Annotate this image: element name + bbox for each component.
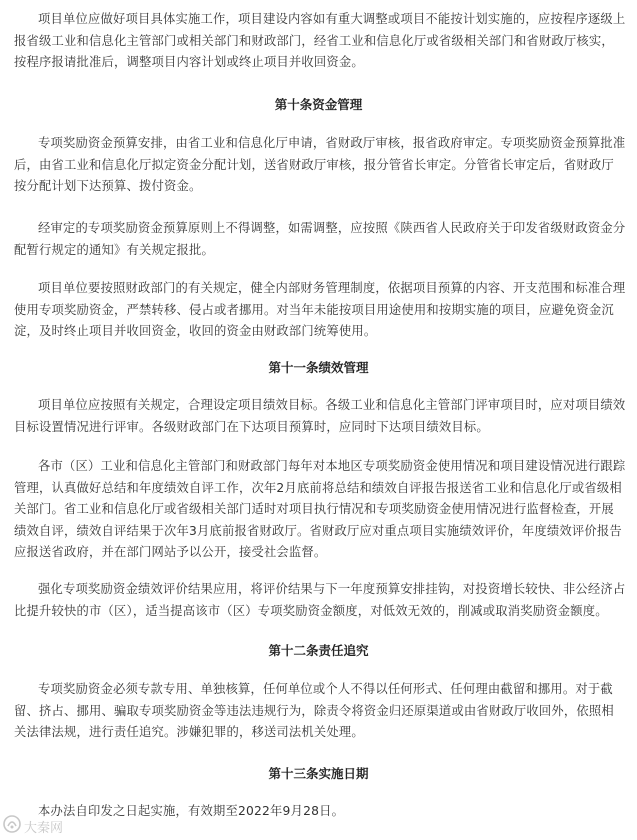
paragraph-budget-adjustment: 经审定的专项奖励资金预算原则上不得调整，如需调整，应按照《陕西省人民政府关于印发省级财政资金分配暂行规定的通知》有关规定报批。 xyxy=(14,221,626,257)
heading-article-13: 第十三条实施日期 xyxy=(268,766,369,781)
paragraph-evaluation-results: 强化专项奖励资金绩效评价结果应用，将评价结果与下一年度预算安排挂钩，对投资增长较快、非公经济占比提升较快的市（区），适当提高该市（区）专项奖励资金额度，对低效无效的，削减或取消奖励资金额度。 xyxy=(14,582,626,618)
paragraph-project-adjustment: 项目单位应做好项目具体实施工作，项目建设内容如有重大调整或项目不能按计划实施的，应按程序逐级上报省级工业和信息化主管部门或相关部门和财政部门，经省工业和信息化厅或省级相关部门和省财政厅核实，按程序报请批准后，调整项目内容计划或终止项目并收回资金。 xyxy=(14,12,626,69)
watermark xyxy=(2,814,63,838)
watermark-text: 大秦网 xyxy=(24,820,64,836)
paragraph-performance-targets: 项目单位应按照有关规定，合理设定项目绩效目标。各级工业和信息化主管部门评审项目时，应对项目绩效目标设置情况进行评审。各级财政部门在下达项目预算时，应同时下达项目绩效目标。 xyxy=(14,398,626,434)
watermark-logo-icon xyxy=(2,814,22,838)
paragraph-accountability: 专项奖励资金必须专款专用、单独核算，任何单位或个人不得以任何形式、任何理由截留和挪用。对于截留、挤占、挪用、骗取专项奖励资金等违法违规行为，除责令将资金归还原渠道或由省财政厅收回外，依照相关法律法规，进行责任追究。涉嫌犯罪的，移送司法机关处理。 xyxy=(14,682,614,739)
heading-article-11: 第十一条绩效管理 xyxy=(268,360,369,375)
paragraph-fund-usage: 项目单位要按照财政部门的有关规定，健全内部财务管理制度，依据项目预算的内容、开支范围和标准合理使用专项奖励资金，严禁转移、侵占或者挪用。对当年未能按项目用途使用和按期实施的项目，应避免资金沉淀，及时终止项目并收回资金，收回的资金由财政部门统筹使用。 xyxy=(14,281,626,338)
paragraph-tracking-management: 各市（区）工业和信息化主管部门和财政部门每年对本地区专项奖励资金使用情况和项目建设情况进行跟踪管理，认真做好总结和年度绩效自评工作，次年2月底前将总结和绩效自评报告报送省工业和信息化厅或省级相关部门。省工业和信息化厅或省级相关部门适时对项目执行情况和专项奖励资金使用情况进行监督检查，开展绩效自评，绩效自评结果于次年3月底前报省财政厅。省财政厅应对重点项目实施绩效评价，年度绩效评价报告应报送省政府，并在部门网站予以公开，接受社会监督。 xyxy=(14,459,626,559)
heading-article-10: 第十条资金管理 xyxy=(274,97,363,112)
paragraph-budget-arrangement: 专项奖励资金预算安排，由省工业和信息化厅申请，省财政厅审核，报省政府审定。专项奖励资金预算批准后，由省工业和信息化厅拟定资金分配计划，送省财政厅审核，报分管省长审定。分管省长审定后，省财政厅按分配计划下达预算、拨付资金。 xyxy=(14,136,626,193)
heading-article-12: 第十二条责任追究 xyxy=(268,643,369,658)
paragraph-effective-date: 本办法自印发之日起实施，有效期至2022年9月28日。 xyxy=(38,804,345,818)
